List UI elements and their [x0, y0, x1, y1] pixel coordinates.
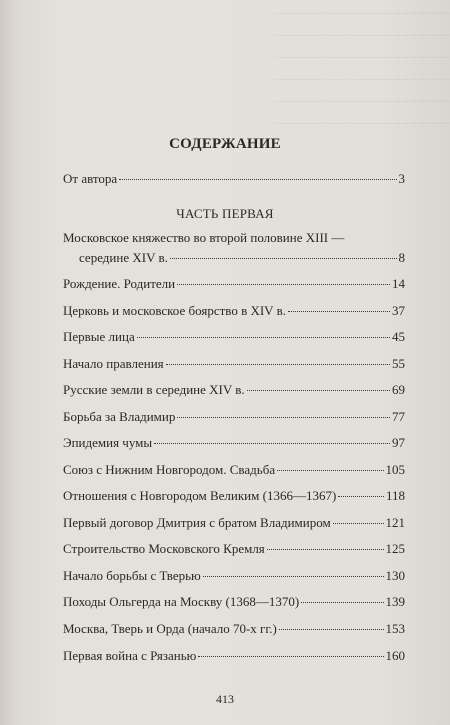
dot-leader — [154, 443, 390, 444]
toc-entry — [63, 648, 405, 664]
dot-leader — [267, 549, 384, 550]
toc-entry-label: Первые лица — [63, 329, 135, 344]
toc-entry — [63, 409, 405, 425]
toc-entry-page: 97 — [392, 435, 405, 450]
toc-entry-label: Борьба за Владимир — [63, 409, 176, 424]
dot-leader — [137, 337, 390, 338]
dot-leader — [198, 656, 383, 657]
toc-entry-page: 105 — [385, 462, 405, 477]
toc-entry-page: 153 — [385, 621, 405, 636]
toc-entry — [63, 488, 405, 504]
toc-entry-label: Союз с Нижним Новгородом. Свадьба — [63, 462, 276, 477]
toc-entry-page: 125 — [385, 541, 405, 556]
toc-entry-page: 14 — [392, 276, 405, 291]
toc-entry — [63, 568, 405, 584]
toc-entry-label: Строительство Московского Кремля — [63, 541, 265, 556]
toc-entry-page: 77 — [392, 409, 405, 424]
toc-entry-label: Походы Ольгерда на Москву (1368—1370) — [63, 594, 300, 609]
toc-entry-label: Начало борьбы с Тверью — [63, 568, 201, 583]
toc-entry-page: 118 — [385, 488, 405, 503]
toc-entry-page: 37 — [392, 303, 405, 318]
toc-entry — [63, 230, 405, 266]
dot-leader — [119, 179, 396, 180]
dot-leader — [288, 311, 390, 312]
dot-leader — [177, 417, 390, 418]
toc-entry-page: 139 — [385, 594, 405, 609]
dot-leader — [203, 576, 384, 577]
toc-entry-label: Русские земли в середине XIV в. — [63, 382, 245, 397]
toc-entry-label: середине XIV в. — [79, 250, 168, 265]
dot-leader — [333, 523, 384, 524]
toc-entry — [63, 594, 405, 610]
toc-entry — [63, 541, 405, 557]
toc-entry-page: 69 — [392, 382, 405, 397]
toc-entry-label: От автора — [63, 171, 118, 186]
dot-leader — [166, 364, 390, 365]
toc-entry — [63, 382, 405, 398]
toc-entry — [63, 462, 405, 478]
toc-entry-label: Начало правления — [63, 356, 164, 371]
bleed-through-text: ................................................................ ................................................................ ................................................................ ................................................................ ................................................................ ................................................................ — [274, 5, 450, 127]
toc-entry-label: Первый договор Дмитрия с братом Владимиром — [63, 515, 331, 530]
toc-entry — [63, 356, 405, 372]
toc-entry-page: 121 — [385, 515, 405, 530]
toc-entry-label: Рождение. Родители — [63, 276, 176, 291]
dot-leader — [247, 390, 390, 391]
toc-entry-label-line1: Московское княжество во второй половине XIII — — [63, 230, 345, 245]
toc-entry-intro — [63, 171, 405, 187]
toc-entry-label: Эпидемия чумы — [63, 435, 153, 450]
dot-leader — [279, 629, 384, 630]
toc-entry — [63, 515, 405, 531]
page-title: СОДЕРЖАНИЕ — [169, 136, 281, 152]
toc-entry — [63, 276, 405, 292]
dot-leader — [177, 284, 390, 285]
dot-leader — [277, 470, 383, 471]
toc-entry — [63, 329, 405, 345]
toc-entry-page: 130 — [385, 568, 405, 583]
toc-entry-label: Отношения с Новгородом Великим (1366—1367) — [63, 488, 337, 503]
dot-leader — [301, 602, 383, 603]
dot-leader — [338, 496, 384, 497]
toc-entry-page: 3 — [398, 171, 405, 186]
part-heading: ЧАСТЬ ПЕРВАЯ — [176, 206, 274, 221]
toc-entry — [63, 435, 405, 451]
dot-leader — [170, 258, 397, 259]
toc-entry-label: Москва, Тверь и Орда (начало 70-х гг.) — [63, 621, 277, 636]
page-number: 413 — [216, 692, 234, 706]
toc-entry-page: 45 — [392, 329, 405, 344]
toc-entry-page: 55 — [392, 356, 405, 371]
toc-entry-page: 8 — [398, 250, 405, 265]
toc-entry — [63, 303, 405, 319]
toc-entry-label: Первая война с Рязанью — [63, 648, 197, 663]
toc-entry-page: 160 — [385, 648, 405, 663]
toc-entry — [63, 621, 405, 637]
toc-entry-label: Церковь и московское боярство в XIV в. — [63, 303, 286, 318]
